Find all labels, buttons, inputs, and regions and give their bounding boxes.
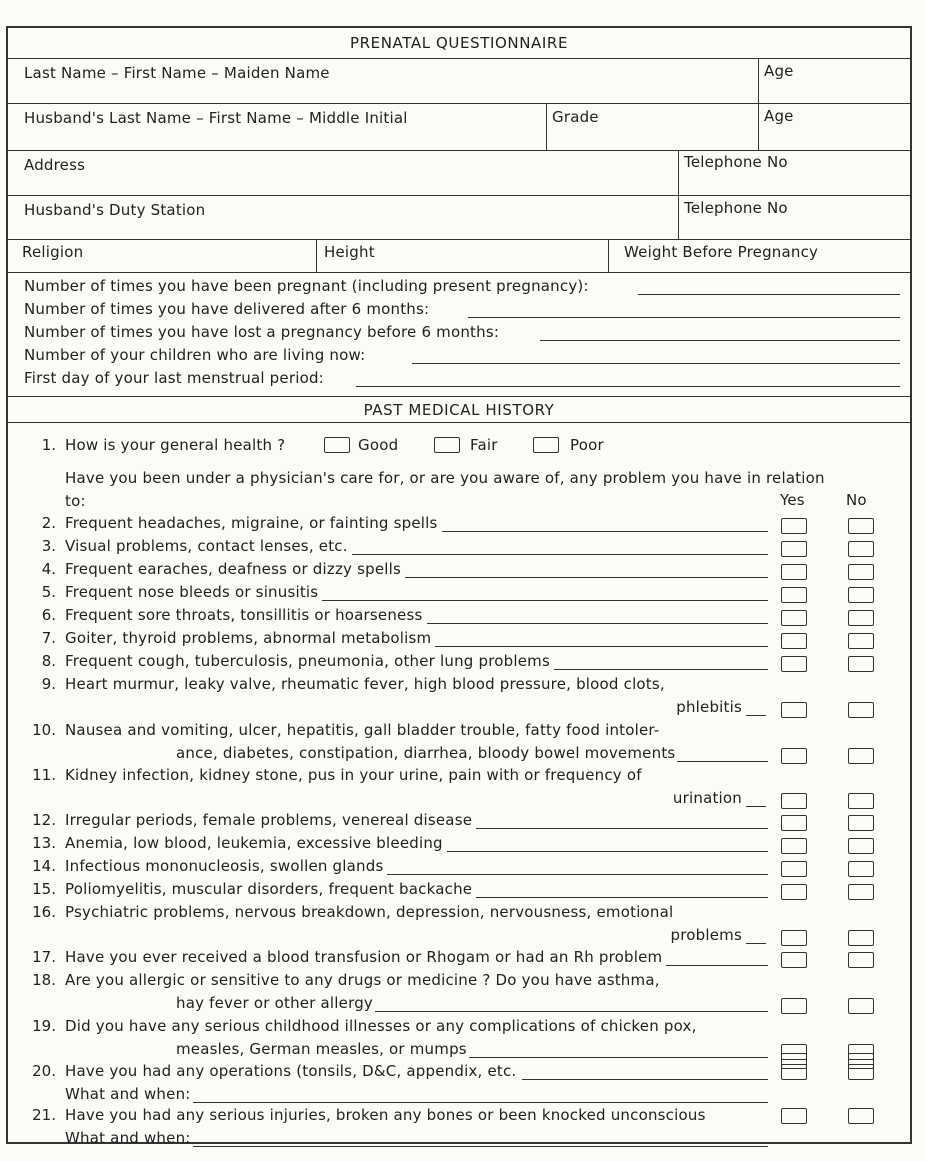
item-13-yes-checkbox[interactable] [781, 838, 807, 854]
item-19-text: Did you have any serious childhood illnesses or any complications of chicken pox, [65, 1017, 697, 1035]
divider [678, 150, 679, 195]
divider [8, 195, 910, 196]
item-6-number: 6. [41, 606, 56, 624]
item-6-yes-checkbox[interactable] [781, 610, 807, 626]
item-20-details-line[interactable] [193, 1102, 768, 1103]
item-2-answer-line[interactable] [442, 531, 768, 532]
living-children-label: Number of your children who are living now: [24, 346, 366, 364]
item-21-text: Have you had any serious injuries, broken any bones or been knocked unconscious [65, 1106, 706, 1124]
item-9-text: Heart murmur, leaky valve, rheumatic fever, high blood pressure, blood clots, [65, 675, 665, 693]
item-4-number: 4. [41, 560, 56, 578]
divider [546, 103, 547, 150]
item-13-answer-line[interactable] [447, 851, 768, 852]
item-8-number: 8. [41, 652, 56, 670]
divider [8, 239, 910, 240]
good-label: Good [358, 436, 399, 454]
item-15-text: Poliomyelitis, muscular disorders, frequent backache [65, 880, 473, 898]
item-16-answer-line[interactable] [746, 943, 766, 944]
item-16-no-checkbox[interactable] [848, 930, 874, 946]
item-7-text: Goiter, thyroid problems, abnormal metabolism [65, 629, 432, 647]
item-2-no-checkbox[interactable] [848, 518, 874, 534]
divider [608, 239, 609, 272]
item-7-number: 7. [41, 629, 56, 647]
item-17-yes-checkbox[interactable] [781, 952, 807, 968]
item-17-answer-line[interactable] [666, 965, 768, 966]
husband-age-label: Age [764, 107, 794, 125]
item-21-no-checkbox[interactable] [848, 1108, 874, 1124]
pregnancy-count-label: Number of times you have been pregnant (including present pregnancy): [24, 277, 589, 295]
q1-text: How is your general health ? [65, 436, 286, 454]
item-17-no-checkbox[interactable] [848, 952, 874, 968]
telephone-label: Telephone No [684, 153, 788, 171]
last-period-field[interactable] [356, 386, 900, 387]
item-6-text: Frequent sore throats, tonsillitis or hoarseness [65, 606, 423, 624]
item-8-answer-line[interactable] [554, 669, 768, 670]
item-4-no-checkbox[interactable] [848, 564, 874, 580]
item-20-no-checkbox[interactable] [848, 1064, 874, 1080]
good-checkbox[interactable] [324, 437, 350, 453]
item-9-yes-checkbox[interactable] [781, 702, 807, 718]
pregnancy-count-field[interactable] [638, 294, 900, 295]
divider [8, 422, 910, 423]
poor-label: Poor [570, 436, 604, 454]
lost-count-field[interactable] [540, 340, 900, 341]
item-10-text: Nausea and vomiting, ulcer, hepatitis, gall bladder trouble, fatty food intoler- [65, 721, 660, 739]
item-9-text-line2: phlebitis [676, 698, 742, 716]
item-3-answer-line[interactable] [352, 554, 768, 555]
item-2-text: Frequent headaches, migraine, or fainting spells [65, 514, 438, 532]
item-4-yes-checkbox[interactable] [781, 564, 807, 580]
last-period-label: First day of your last menstrual period: [24, 369, 324, 387]
lost-count-label: Number of times you have lost a pregnancy before 6 months: [24, 323, 500, 341]
item-10-text-line2: ance, diabetes, constipation, diarrhea, bloody bowel movements [176, 744, 676, 762]
item-7-no-checkbox[interactable] [848, 633, 874, 649]
item-12-yes-checkbox[interactable] [781, 815, 807, 831]
item-4-text: Frequent earaches, deafness or dizzy spells [65, 560, 401, 578]
item-17-text: Have you ever received a blood transfusion or Rhogam or had an Rh problem [65, 948, 663, 966]
intro-text-line2: to: [65, 492, 86, 510]
item-18-text-line2: hay fever or other allergy [176, 994, 373, 1012]
item-16-number: 16. [32, 903, 56, 921]
weight-label: Weight Before Pregnancy [624, 243, 819, 261]
item-14-number: 14. [32, 857, 56, 875]
item-12-answer-line[interactable] [476, 828, 768, 829]
item-11-number: 11. [32, 766, 56, 784]
item-12-text: Irregular periods, female problems, venereal disease [65, 811, 473, 829]
history-title: PAST MEDICAL HISTORY [363, 401, 555, 419]
item-18-answer-line[interactable] [375, 1011, 768, 1012]
duty-telephone-label: Telephone No [684, 199, 788, 217]
item-20-text: Have you had any operations (tonsils, D&C, appendix, etc. [65, 1062, 517, 1080]
item-11-text: Kidney infection, kidney stone, pus in your urine, pain with or frequency of [65, 766, 642, 784]
item-17-number: 17. [32, 948, 56, 966]
yes-column-header: Yes [780, 491, 805, 509]
item-15-no-checkbox[interactable] [848, 884, 874, 900]
item-3-number: 3. [41, 537, 56, 555]
item-5-answer-line[interactable] [322, 600, 768, 601]
living-children-field[interactable] [412, 363, 900, 364]
item-14-no-checkbox[interactable] [848, 861, 874, 877]
item-3-text: Visual problems, contact lenses, etc. [65, 537, 348, 555]
item-18-yes-checkbox[interactable] [781, 998, 807, 1014]
last-name-label: Last Name – First Name – Maiden Name [24, 64, 330, 82]
husband-name-label: Husband's Last Name – First Name – Middle Initial [24, 109, 408, 127]
item-12-number: 12. [32, 811, 56, 829]
item-19-text-line2: measles, German measles, or mumps [176, 1040, 467, 1058]
item-15-yes-checkbox[interactable] [781, 884, 807, 900]
item-2-number: 2. [41, 514, 56, 532]
item-20-text-line2: What and when: [65, 1085, 191, 1103]
item-5-text: Frequent nose bleeds or sinusitis [65, 583, 319, 601]
item-7-answer-line[interactable] [435, 646, 768, 647]
item-18-no-checkbox[interactable] [848, 998, 874, 1014]
divider [758, 103, 759, 150]
divider [8, 272, 910, 273]
divider [8, 103, 910, 104]
item-19-number: 19. [32, 1017, 56, 1035]
item-8-no-checkbox[interactable] [848, 656, 874, 672]
intro-text-line1: Have you been under a physician's care for, or are you aware of, any problem you have in relation [65, 469, 825, 487]
item-11-no-checkbox[interactable] [848, 793, 874, 809]
form-title: PRENATAL QUESTIONNAIRE [349, 34, 569, 52]
item-13-text: Anemia, low blood, leukemia, excessive bleeding [65, 834, 443, 852]
item-13-no-checkbox[interactable] [848, 838, 874, 854]
item-21-yes-checkbox[interactable] [781, 1108, 807, 1124]
item-20-answer-line[interactable] [522, 1079, 768, 1080]
duty-station-label: Husband's Duty Station [24, 201, 206, 219]
divider [678, 195, 679, 239]
item-8-text: Frequent cough, tuberculosis, pneumonia, other lung problems [65, 652, 550, 670]
divider [758, 58, 759, 103]
item-21-text-line2: What and when: [65, 1129, 191, 1147]
divider [8, 58, 910, 59]
height-label: Height [324, 243, 375, 261]
q1-number: 1. [41, 436, 56, 454]
item-14-text: Infectious mononucleosis, swollen glands [65, 857, 384, 875]
questionnaire-form [6, 26, 912, 1147]
item-4-answer-line[interactable] [405, 577, 768, 578]
divider [316, 239, 317, 272]
item-19-answer-line[interactable] [469, 1057, 768, 1058]
item-10-answer-line[interactable] [677, 761, 768, 762]
no-column-header: No [846, 491, 867, 509]
address-label: Address [24, 156, 86, 174]
age-label: Age [764, 62, 794, 80]
item-12-no-checkbox[interactable] [848, 815, 874, 831]
delivered-count-field[interactable] [468, 317, 900, 318]
item-16-yes-checkbox[interactable] [781, 930, 807, 946]
poor-checkbox[interactable] [533, 437, 559, 453]
item-3-no-checkbox[interactable] [848, 541, 874, 557]
divider [8, 150, 910, 151]
item-16-text-line2: problems [670, 926, 742, 944]
item-11-yes-checkbox[interactable] [781, 793, 807, 809]
item-5-no-checkbox[interactable] [848, 587, 874, 603]
item-14-answer-line[interactable] [387, 874, 768, 875]
item-10-yes-checkbox[interactable] [781, 748, 807, 764]
item-15-answer-line[interactable] [476, 897, 768, 898]
item-6-answer-line[interactable] [427, 623, 768, 624]
delivered-count-label: Number of times you have delivered after 6 months: [24, 300, 430, 318]
fair-label: Fair [470, 436, 498, 454]
item-2-yes-checkbox[interactable] [781, 518, 807, 534]
item-20-number: 20. [32, 1062, 56, 1080]
item-15-number: 15. [32, 880, 56, 898]
item-21-details-line[interactable] [193, 1146, 768, 1147]
item-8-yes-checkbox[interactable] [781, 656, 807, 672]
item-7-yes-checkbox[interactable] [781, 633, 807, 649]
item-18-number: 18. [32, 971, 56, 989]
item-11-text-line2: urination [672, 789, 742, 807]
item-20-yes-checkbox[interactable] [781, 1064, 807, 1080]
item-9-number: 9. [41, 675, 56, 693]
religion-label: Religion [22, 243, 84, 261]
item-3-yes-checkbox[interactable] [781, 541, 807, 557]
grade-label: Grade [552, 108, 599, 126]
item-5-number: 5. [41, 583, 56, 601]
item-18-text: Are you allergic or sensitive to any drugs or medicine ? Do you have asthma, [65, 971, 660, 989]
item-9-no-checkbox[interactable] [848, 702, 874, 718]
item-21-number: 21. [32, 1106, 56, 1124]
item-5-yes-checkbox[interactable] [781, 587, 807, 603]
item-13-number: 13. [32, 834, 56, 852]
item-11-answer-line[interactable] [746, 806, 766, 807]
divider [8, 396, 910, 397]
item-14-yes-checkbox[interactable] [781, 861, 807, 877]
item-16-text: Psychiatric problems, nervous breakdown, depression, nervousness, emotional [65, 903, 674, 921]
item-10-no-checkbox[interactable] [848, 748, 874, 764]
item-10-number: 10. [32, 721, 56, 739]
item-6-no-checkbox[interactable] [848, 610, 874, 626]
item-9-answer-line[interactable] [746, 715, 766, 716]
fair-checkbox[interactable] [434, 437, 460, 453]
